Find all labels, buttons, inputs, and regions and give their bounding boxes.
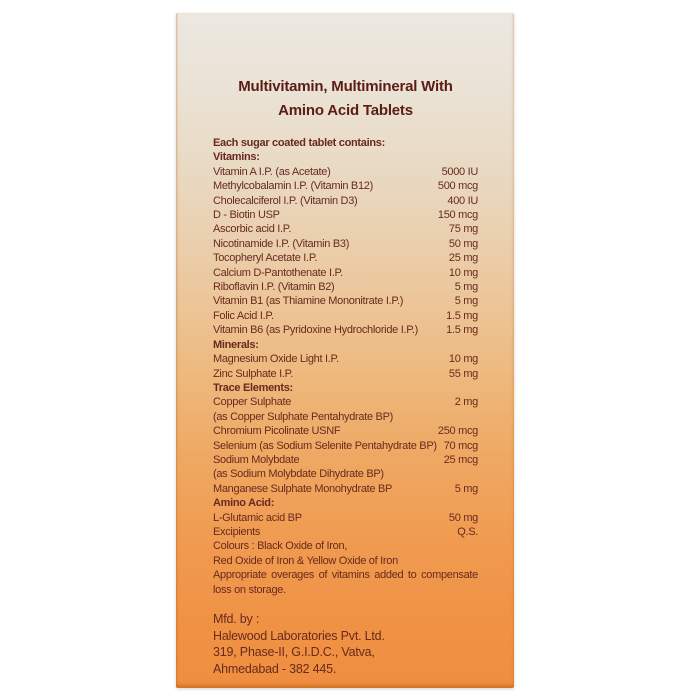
- ingredient-value: 2 mg: [454, 396, 478, 409]
- ingredient-name: D - Biotin USP: [213, 209, 280, 222]
- section-heading: [213, 338, 478, 352]
- ingredient-value: 250 mcg: [437, 425, 478, 438]
- label-card: [176, 13, 514, 688]
- row-text: Trace Elements:: [213, 381, 293, 394]
- ingredient-name: Folic Acid I.P.: [213, 309, 274, 322]
- ingredient-row: [213, 237, 478, 251]
- ingredient-value: 500 mcg: [437, 180, 478, 193]
- ingredient-value: 10 mg: [448, 353, 478, 366]
- row-text: (as Copper Sulphate Pentahydrate BP): [213, 410, 393, 423]
- ingredient-value: 25 mcg: [443, 453, 478, 466]
- ingredient-name: Vitamin A I.P. (as Acetate): [213, 165, 331, 178]
- ingredient-value: 75 mg: [448, 223, 478, 236]
- ingredient-row: [213, 367, 478, 381]
- manufacturer-address-line1: 319, Phase-II, G.I.D.C., Vatva,: [213, 645, 375, 659]
- row-text: Minerals:: [213, 338, 259, 351]
- section-heading: [213, 150, 478, 164]
- row-text: Red Oxide of Iron & Yellow Oxide of Iron: [213, 554, 398, 567]
- note-line: [213, 410, 478, 424]
- row-text: loss on storage.: [213, 583, 286, 596]
- ingredient-name: Zinc Sulphate I.P.: [213, 367, 294, 380]
- product-title-line1: Multivitamin, Multimineral With: [238, 78, 453, 95]
- note-line: [213, 583, 478, 597]
- row-text: (as Sodium Molybdate Dihydrate BP): [213, 468, 384, 481]
- ingredient-name: Chromium Picolinate USNF: [213, 425, 341, 438]
- ingredient-row: [213, 309, 478, 323]
- ingredient-value: 5000 IU: [441, 165, 478, 178]
- ingredient-value: 55 mg: [448, 367, 478, 380]
- ingredient-name: Magnesium Oxide Light I.P.: [213, 353, 339, 366]
- ingredient-name: Excipients: [213, 525, 261, 538]
- ingredient-value: 150 mcg: [437, 209, 478, 222]
- ingredient-row: [213, 294, 478, 308]
- ingredient-name: Nicotinamide I.P. (Vitamin B3): [213, 237, 350, 250]
- row-text: Appropriate overages of vitamins added to compensate: [213, 569, 478, 582]
- row-text: Vitamins:: [213, 151, 260, 164]
- ingredient-row: [213, 352, 478, 366]
- ingredient-value: 25 mg: [448, 252, 478, 265]
- ingredient-row: [213, 482, 478, 496]
- manufacturer-address-line2: Ahmedabad - 382 445.: [213, 661, 337, 676]
- ingredient-value: 50 mg: [448, 511, 478, 524]
- ingredient-row: [213, 439, 478, 453]
- ingredient-value: 5 mg: [454, 281, 478, 294]
- ingredient-row: [213, 165, 478, 179]
- ingredient-row: [213, 222, 478, 236]
- ingredient-name: Vitamin B6 (as Pyridoxine Hydrochloride I.P.): [213, 324, 418, 337]
- ingredient-name: Methylcobalamin I.P. (Vitamin B12): [213, 180, 373, 193]
- composition-list: [213, 136, 478, 597]
- note-line: [213, 467, 478, 481]
- ingredient-name: Sodium Molybdate: [213, 453, 300, 466]
- note-line: [213, 554, 478, 568]
- ingredient-value: 1.5 mg: [446, 309, 478, 322]
- ingredient-row: [213, 453, 478, 467]
- section-heading: [213, 496, 478, 510]
- ingredient-name: Selenium (as Sodium Selenite Pentahydrate BP): [213, 439, 437, 452]
- ingredient-row: [213, 194, 478, 208]
- ingredient-name: Calcium D-Pantothenate I.P.: [213, 266, 343, 279]
- manufacturer-name: Halewood Laboratories Pvt. Ltd.: [213, 628, 385, 643]
- ingredient-row: [213, 424, 478, 438]
- row-text: Colours : Black Oxide of Iron,: [213, 540, 348, 553]
- ingredient-value: 5 mg: [454, 295, 478, 308]
- ingredient-name: Riboflavin I.P. (Vitamin B2): [213, 281, 335, 294]
- ingredient-value: 400 IU: [447, 194, 478, 207]
- product-title-line2: Amino Acid Tablets: [278, 102, 413, 119]
- ingredient-name: Ascorbic acid I.P.: [213, 223, 292, 236]
- ingredient-value: Q.S.: [457, 525, 478, 538]
- ingredient-rows: [213, 150, 478, 597]
- section-heading: [213, 381, 478, 395]
- ingredient-row: [213, 525, 478, 539]
- ingredient-row: [213, 395, 478, 409]
- ingredient-row: [213, 208, 478, 222]
- label-content: [213, 13, 478, 677]
- ingredient-value: 1.5 mg: [446, 324, 478, 337]
- note-line: [213, 568, 478, 582]
- ingredient-name: L-Glutamic acid BP: [213, 511, 302, 524]
- row-text: Amino Acid:: [213, 497, 275, 510]
- ingredient-value: 10 mg: [448, 266, 478, 279]
- ingredient-row: [213, 266, 478, 280]
- ingredient-row: [213, 251, 478, 265]
- ingredient-row: [213, 280, 478, 294]
- manufacturer-block: [213, 611, 478, 677]
- mfd-by-label: Mfd. by :: [213, 612, 260, 626]
- ingredient-row: [213, 511, 478, 525]
- ingredient-name: Cholecalciferol I.P. (Vitamin D3): [213, 194, 358, 207]
- ingredient-name: Tocopheryl Acetate I.P.: [213, 252, 318, 265]
- ingredient-name: Manganese Sulphate Monohydrate BP: [213, 482, 393, 495]
- ingredient-row: [213, 179, 478, 193]
- ingredient-value: 70 mcg: [443, 439, 478, 452]
- note-line: [213, 539, 478, 553]
- ingredient-value: 50 mg: [448, 237, 478, 250]
- contains-heading: Each sugar coated tablet contains:: [213, 137, 385, 149]
- ingredient-row: [213, 323, 478, 337]
- ingredient-name: Vitamin B1 (as Thiamine Mononitrate I.P.): [213, 295, 404, 308]
- product-title: [213, 75, 478, 123]
- ingredient-value: 5 mg: [454, 482, 478, 495]
- ingredient-name: Copper Sulphate: [213, 396, 292, 409]
